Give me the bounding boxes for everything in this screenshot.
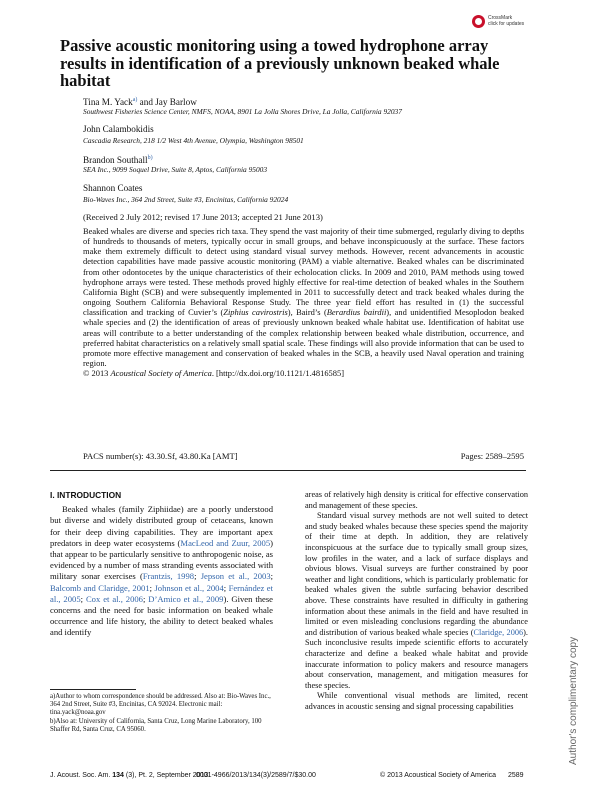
author-name: Shannon Coates <box>83 183 143 193</box>
affiliation: Bio-Waves Inc., 364 2nd Street, Suite #3, Encinitas, California 92024 <box>83 195 289 204</box>
author-name: John Calambokidis <box>83 124 154 134</box>
footnote-divider <box>50 689 136 690</box>
crossmark-icon <box>472 15 485 28</box>
footnotes <box>50 693 272 734</box>
paragraph: Standard visual survey methods are not well suited to detect and study beaked whales because these species spend the majority of their time at depth. In addition, they are relatively inconspicuous at the surface due to typically small group sizes, low profiles in the water, and a lack of surface displays and obvious blows. Visual surveys are further constrained by poor weather and light conditions, which is particularly problematic for beaked whales given the subtle surfacing behavior described above. These constraints have resulted in difficulty in gathering information about these animals in the field and have resulted in limited or even misleading conclusions regarding the abundance and distribution of various beaked whale species (Claridge, 2006). Such inconclusive results impede scientific efforts to accurately characterize and define a beaked whale habitat and provide inaccurate information to policy makers and resource managers about conservation, management, and mitigation measures for these species. <box>305 511 528 690</box>
author-name: Brandon Southall <box>83 155 148 166</box>
header-divider <box>50 470 526 471</box>
author-line-4 <box>83 183 142 194</box>
crossmark-badge[interactable] <box>472 12 530 30</box>
author-name: and Jay Barlow <box>137 97 197 108</box>
page-number: 2589 <box>508 772 524 779</box>
footnote-mark[interactable]: b) <box>147 155 153 161</box>
citation-link[interactable]: Claridge, 2006 <box>473 627 524 637</box>
footnote-a: a)Author to whom correspondence should be addressed. Also at: Bio-Waves Inc., 364 2nd Street, Suite #3, Encinitas, CA 92024. Electronic mail: tina.yack@noaa.gov <box>50 693 271 717</box>
citation-link[interactable]: Jepson et al., 2003 <box>200 571 271 582</box>
page-range: Pages: 2589–2595 <box>460 451 524 461</box>
paragraph: Beaked whales (family Ziphiidae) are a poorly understood but diverse and widely distributed group of cetaceans, known for their deep diving capabilities. They are important apex predators in deep water ecosystems (MacLeod and Zuur, 2005) that appear to be particularly sensitive to anthropogenic noise, as evidenced by a number of mass stranding events associated with military sonar exercises (Frantzis, 1998; Jepson et al., 2003; Balcomb and Claridge, 2001; Johnson et al., 2004; Fernández et al., 2005; Cox et al., 2006; D’Amico et al., 2009). Given these concerns and the need for basic information on beaked whale occurrence and life history, the ability to detect beaked whales and identify <box>50 504 274 638</box>
footer-citation: J. Acoust. Soc. Am. 134 (3), Pt. 2, September 2013 <box>50 772 209 779</box>
affiliation: Cascadia Research, 218 1/2 West 4th Avenue, Olympia, Washington 98501 <box>83 136 304 145</box>
received-dates: (Received 2 July 2012; revised 17 June 2013; accepted 21 June 2013) <box>83 212 323 222</box>
footer-copyright: © 2013 Acoustical Society of America <box>380 772 497 779</box>
citation-link[interactable]: Frantzis, 1998 <box>142 571 195 582</box>
affiliation: Southwest Fisheries Science Center, NMFS, NOAA, 8901 La Jolla Shores Drive, La Jolla, California 92037 <box>83 107 402 116</box>
left-column <box>50 490 273 639</box>
crossmark-label: CrossMark click for updates <box>488 15 525 27</box>
doi-link[interactable]: . [http://dx.doi.org/10.1121/1.4816585] <box>211 368 345 379</box>
paper-title: Passive acoustic monitoring using a towed hydrophone array results in identification of a previously unknown beaked whale habitat <box>60 36 500 90</box>
affiliation: SEA Inc., 9099 Soquel Drive, Suite 8, Aptos, California 95003 <box>83 165 268 174</box>
abstract: Beaked whales are diverse and species rich taxa. They spend the vast majority of their time submerged, regularly diving to depths of hundreds to thousands of meters, typically occur in small groups, and behave inconspicuously at the surface. These factors make them extremely difficult to detect using standard visual survey methods. However, recent advancements in acoustic detection capabilities have made passive acoustic monitoring (PAM) a viable alternative. Beaked whales can be discriminated from other odontocetes by the unique characteristics of their echolocation clicks. In 2009 and 2010, PAM methods using towed hydrophone arrays were tested. These methods proved highly effective for real-time detection of beaked whales in the Southern California Bight (SCB) and were subsequently implemented in 2011 to successfully detect and track beaked whales during the ongoing Southern California Behavioral Response Study. The three year field effort has resulted in (1) the successful classification and tracking of Cuvier’s (Ziphius cavirostris), Baird’s (Berardius bairdii), and unidentified Mesoplodon beaked whale species and (2) the identification of areas of previously unknown beaked whale habitat use. Identification of habitat use areas will contribute to a better understanding of the complex relationship between beaked whale distribution, occurrence, and preferred habitat characteristics on a relatively small spatial scale. These findings will also provide information that can be used to promote more effective management and conservation of beaked whales in the SCB, a heavily used Naval operation and training region. © 2013 Acoustical Society of America. [http://dx.doi.org/10.1121/1.4816585] <box>83 226 524 379</box>
author-name: Tina M. Yack <box>83 97 133 108</box>
right-column <box>305 490 528 712</box>
citation-link[interactable]: Fernández et al., 2005 <box>50 582 273 604</box>
section-heading: I. INTRODUCTION <box>50 490 122 500</box>
citation-link[interactable]: Cox et al., 2006 <box>85 593 143 604</box>
paragraph: While conventional visual methods are limited, recent advances in acoustic sensing and signal processing capabilities <box>305 691 528 711</box>
pacs-numbers: PACS number(s): 43.30.Sf, 43.80.Ka [AMT] <box>83 451 238 461</box>
citation-link[interactable]: Balcomb and Claridge, 2001 <box>50 582 150 593</box>
paragraph: areas of relatively high density is critical for effective conservation and management of these species. <box>305 490 528 510</box>
citation-link[interactable]: Johnson et al., 2004 <box>154 582 224 593</box>
citation-link[interactable]: MacLeod and Zuur, 2005 <box>180 537 271 548</box>
footnote-b: b)Also at: University of California, Santa Cruz, Long Marine Laboratory, 100 Shaffer Rd, Santa Cruz, CA 95060. <box>50 717 262 733</box>
side-note: Author's complimentary copy <box>568 636 579 765</box>
footer-code: 0001-4966/2013/134(3)/2589/7/$30.00 <box>196 772 316 779</box>
citation-link[interactable]: D’Amico et al., 2009 <box>148 593 224 604</box>
author-line-2 <box>83 124 154 135</box>
footnote-mark[interactable]: a) <box>132 97 138 103</box>
